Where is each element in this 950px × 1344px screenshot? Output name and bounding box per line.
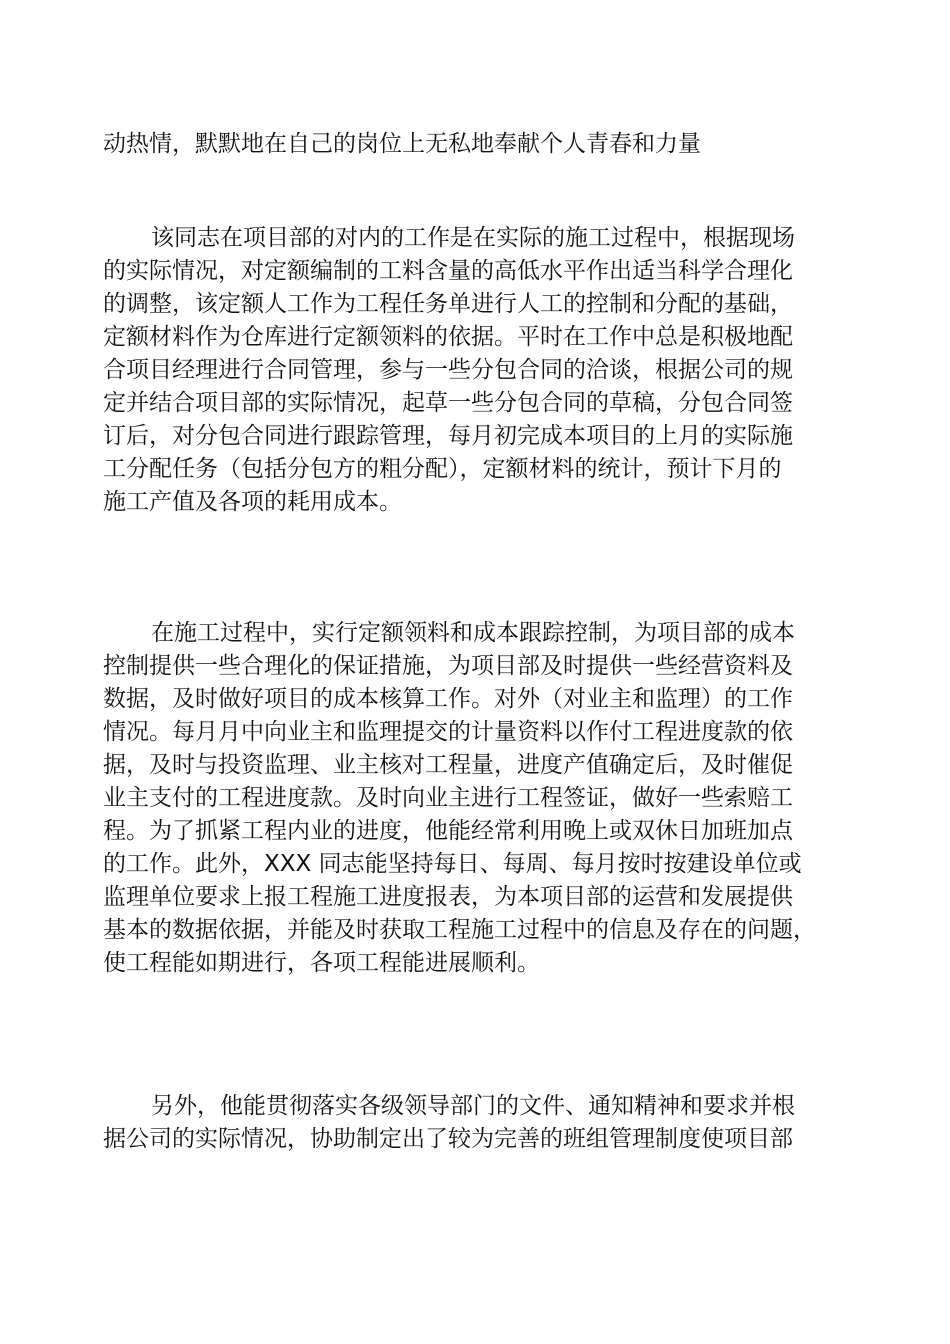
text-line: 基本的数据依据，并能及时获取工程施工过程中的信息及存在的问题， (103, 917, 816, 943)
text-line: 该同志在项目部的对内的工作是在实际的施工过程中，根据现场 (151, 225, 795, 251)
text-line: 订后，对分包合同进行跟踪管理，每月初完成本项目的上月的实际施 (103, 423, 793, 449)
text-line: 程。为了抓紧工程内业的进度，他能经常利用晚上或双休日加班加点 (103, 818, 793, 844)
text-line: 合项目经理进行合同管理，参与一些分包合同的洽谈，根据公司的规 (103, 357, 793, 383)
paragraph-construction-process (103, 617, 873, 980)
text-line: 定额材料作为仓库进行定额领料的依据。平时在工作中总是积极地配 (103, 324, 793, 350)
text-line: 情况。每月月中向业主和监理提交的计量资料以作付工程进度款的依 (103, 719, 793, 745)
text-line: 数据，及时做好项目的成本核算工作。对外（对业主和监理）的工作 (103, 686, 793, 712)
text-line: 定并结合项目部的实际情况，起草一些分包合同的草稿，分包合同签 (103, 390, 793, 416)
text-line: 据公司的实际情况，协助制定出了较为完善的班组管理制度使项目部 (103, 1126, 793, 1152)
text-line: 施工产值及各项的耗用成本。 (103, 489, 402, 515)
text-line: 在施工过程中，实行定额领料和成本跟踪控制，为项目部的成本 (151, 620, 795, 646)
text-line: 另外，他能贯彻落实各级领导部门的文件、通知精神和要求并根 (151, 1093, 795, 1119)
text-line: 的调整，该定额人工作为工程任务单进行人工的控制和分配的基础， (103, 291, 793, 317)
text-line: 业主支付的工程进度款。及时向业主进行工程签证，做好一些索赔工 (103, 785, 793, 811)
paragraph-continuation (103, 128, 873, 161)
paragraph-internal-work (103, 222, 873, 519)
text-line: 控制提供一些合理化的保证措施，为项目部及时提供一些经营资料及 (103, 653, 793, 679)
text-line: 工分配任务（包括分包方的粗分配），定额材料的统计，预计下月的 (103, 456, 782, 482)
text-line: 的工作。此外，XXX 同志能坚持每日、每周、每月按时按建设单位或 (103, 851, 802, 877)
text-line: 使工程能如期进行，各项工程能进展顺利。 (103, 950, 540, 976)
text-line: 监理单位要求上报工程施工进度报表，为本项目部的运营和发展提供 (103, 884, 793, 910)
text-line: 动热情，默默地在自己的岗位上无私地奉献个人青春和力量 (103, 131, 701, 157)
text-line: 据，及时与投资监理、业主核对工程量，进度产值确定后，及时催促 (103, 752, 793, 778)
paragraph-management-system (103, 1090, 873, 1156)
text-line: 的实际情况，对定额编制的工料含量的高低水平作出适当科学合理化 (103, 258, 793, 284)
